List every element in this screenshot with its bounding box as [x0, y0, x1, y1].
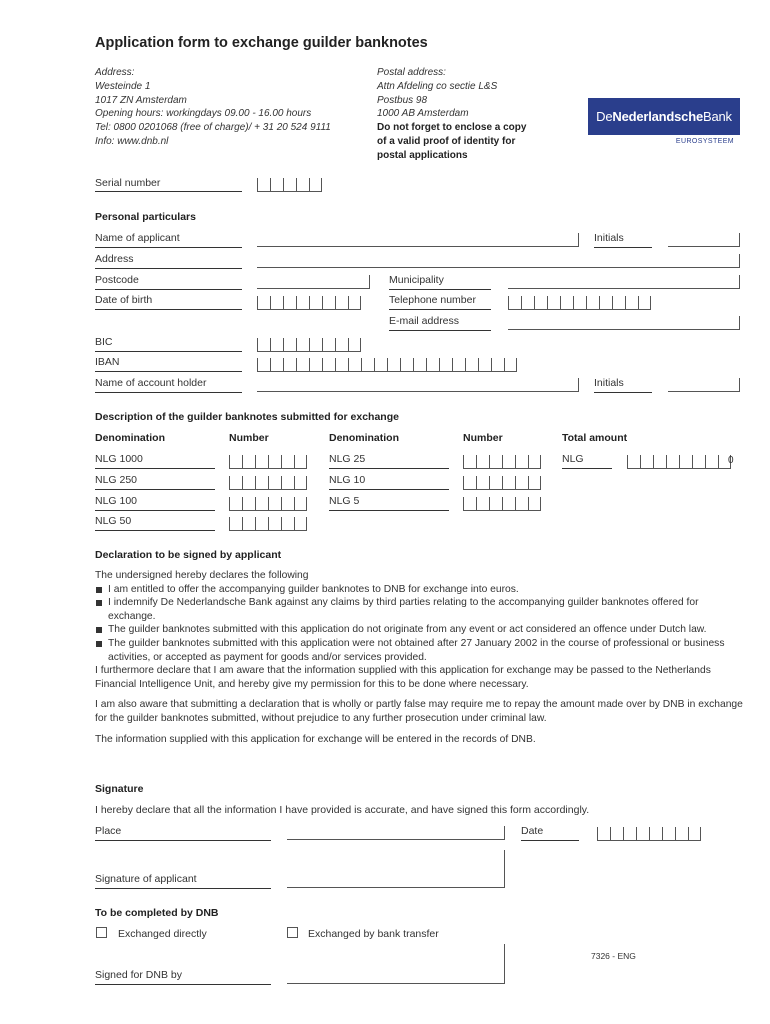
email-input[interactable]	[508, 316, 740, 330]
iban-label: IBAN	[95, 356, 120, 368]
divider	[95, 247, 242, 248]
signed-for-dnb-input[interactable]	[287, 944, 505, 984]
denomination-nlg-250: NLG 250	[95, 474, 138, 486]
total-amount-input[interactable]	[627, 455, 731, 469]
divider	[95, 351, 242, 352]
divider	[389, 309, 491, 310]
divider	[95, 309, 242, 310]
logo-text-nederlandsche: Nederlandsche	[612, 109, 703, 124]
denomination-nlg-50: NLG 50	[95, 515, 132, 527]
account-initials-input[interactable]	[668, 378, 740, 392]
divider	[95, 191, 242, 192]
address-line: Opening hours: workingdays 09.00 - 16.00 hours	[95, 108, 312, 120]
email-label: E-mail address	[389, 315, 460, 327]
date-of-birth-input[interactable]	[257, 296, 361, 310]
postal-address	[377, 66, 526, 163]
declaration-para: I furthermore declare that I am aware that the information supplied with this application for exchange may be passed to the Netherlands Financial Intelligence Unit, and hereby give my permission for this to be done where necessary.	[95, 665, 711, 690]
divider	[594, 392, 652, 393]
postal-notice: Do not forget to enclose a copy	[377, 122, 527, 134]
bic-label: BIC	[95, 336, 113, 348]
bic-input[interactable]	[257, 338, 361, 352]
divider	[95, 984, 271, 985]
divider	[95, 840, 271, 841]
divider	[389, 330, 491, 331]
name-of-applicant-label: Name of applicant	[95, 232, 180, 244]
number-nlg-5-input[interactable]	[463, 497, 541, 511]
divider	[562, 468, 612, 469]
declaration-heading: Declaration to be signed by applicant	[95, 549, 282, 561]
postal-line: 1000 AB Amsterdam	[377, 108, 469, 120]
banknotes-heading: Description of the guilder banknotes submitted for exchange	[95, 411, 399, 423]
address-label: Address	[95, 253, 134, 265]
declaration-list	[95, 583, 745, 665]
declaration-item: I indemnify De Nederlandsche Bank against any claims by third parties relating to the accompanying guilder banknotes offered for exchange.	[95, 596, 745, 623]
denomination-nlg-100: NLG 100	[95, 495, 138, 507]
telephone-label: Telephone number	[389, 294, 476, 306]
divider	[95, 289, 242, 290]
number-nlg-10-input[interactable]	[463, 476, 541, 490]
postal-notice: of a valid proof of identity for	[377, 135, 516, 147]
number-nlg-25-input[interactable]	[463, 455, 541, 469]
municipality-input[interactable]	[508, 275, 740, 289]
exchanged-directly-checkbox[interactable]	[96, 927, 107, 938]
logo-subtitle: EUROSYSTEEM	[675, 138, 734, 145]
declaration-intro: The undersigned hereby declares the following	[95, 570, 309, 581]
declaration-para: I am also aware that submitting a declaration that is wholly or partly false may require me to repay the amount made over by DNB in exchange for the guilder banknotes submitted, without prejudice to any further prosecution under criminal law.	[95, 699, 743, 724]
date-label: Date	[521, 825, 544, 837]
signed-for-dnb-label: Signed for DNB by	[95, 969, 182, 981]
total-currency-label: NLG	[562, 453, 584, 465]
col-total-amount: Total amount	[562, 432, 628, 444]
telephone-input[interactable]	[508, 296, 651, 310]
exchanged-transfer-checkbox[interactable]	[287, 927, 298, 938]
declaration-body	[95, 569, 745, 746]
denomination-nlg-25: NLG 25	[329, 453, 366, 465]
postcode-label: Postcode	[95, 274, 139, 286]
denomination-nlg-5: NLG 5	[329, 495, 360, 507]
account-holder-label: Name of account holder	[95, 377, 207, 389]
form-title: Application form to exchange guilder banknotes	[95, 35, 428, 51]
denomination-nlg-1000: NLG 1000	[95, 453, 143, 465]
name-of-applicant-input[interactable]	[257, 233, 579, 247]
visiting-address	[95, 66, 331, 149]
address-line: 1017 ZN Amsterdam	[95, 94, 187, 106]
initials-input[interactable]	[668, 233, 740, 247]
divider	[389, 289, 491, 290]
declaration-item: The guilder banknotes submitted with this application were not obtained after 27 January 2002 in the course of professional or business activities, or accepted as payment for goods and/or services provided.	[95, 637, 745, 664]
divider	[95, 392, 242, 393]
postal-notice: postal applications	[377, 149, 468, 161]
divider	[95, 268, 242, 269]
place-label: Place	[95, 825, 122, 837]
initials-label: Initials	[594, 232, 624, 244]
divider	[95, 468, 215, 469]
divider	[521, 840, 579, 841]
col-denomination-2: Denomination	[329, 432, 399, 444]
divider	[594, 247, 652, 248]
postal-line: Postbus 98	[377, 94, 428, 106]
address-input[interactable]	[257, 254, 740, 268]
declaration-para: The information supplied with this application for exchange will be entered in the records of DNB.	[95, 733, 536, 745]
signature-applicant-input[interactable]	[287, 850, 505, 888]
date-of-birth-label: Date of birth	[95, 294, 153, 306]
divider	[329, 468, 449, 469]
divider	[95, 510, 215, 511]
personal-heading: Personal particulars	[95, 211, 196, 223]
postal-line: Attn Afdeling co sectie L&S	[377, 80, 498, 92]
postal-line: Postal address:	[377, 67, 446, 78]
number-nlg-250-input[interactable]	[229, 476, 307, 490]
address-line: Westeinde 1	[95, 80, 151, 92]
number-nlg-100-input[interactable]	[229, 497, 307, 511]
exchanged-directly-label: Exchanged directly	[118, 928, 207, 940]
serial-number-label: Serial number	[95, 177, 161, 189]
exchanged-transfer-label: Exchanged by bank transfer	[308, 928, 439, 940]
divider	[95, 489, 215, 490]
logo-text-bank: Bank	[702, 109, 732, 124]
logo-text-de: De	[596, 109, 613, 124]
municipality-label: Municipality	[389, 274, 444, 286]
col-number: Number	[229, 432, 269, 444]
serial-number-input[interactable]	[257, 178, 322, 192]
divider	[329, 510, 449, 511]
initials-label: Initials	[594, 377, 624, 389]
form-code: 7326 - ENG	[591, 951, 636, 961]
divider	[95, 371, 242, 372]
col-number-2: Number	[463, 432, 503, 444]
signature-text: I hereby declare that all the information I have provided is accurate, and have signed this form accordingly.	[95, 804, 590, 816]
number-nlg-50-input[interactable]	[229, 517, 307, 531]
address-line: Info: www.dnb.nl	[95, 135, 169, 147]
place-input[interactable]	[287, 826, 505, 840]
col-denomination: Denomination	[95, 432, 165, 444]
address-line: Address:	[95, 67, 135, 78]
dnb-heading: To be completed by DNB	[95, 907, 219, 919]
address-line: Tel: 0800 0201068 (free of charge)/ + 31 20 524 9111	[95, 122, 331, 134]
signature-heading: Signature	[95, 783, 144, 795]
number-nlg-1000-input[interactable]	[229, 455, 307, 469]
denomination-nlg-10: NLG 10	[329, 474, 366, 486]
postcode-input[interactable]	[257, 275, 370, 289]
divider	[329, 489, 449, 490]
signature-of-applicant-label: Signature of applicant	[95, 873, 197, 885]
account-holder-input[interactable]	[257, 378, 579, 392]
declaration-item: The guilder banknotes submitted with this application do not originate from any event or act considered an offence under Dutch law.	[95, 623, 745, 637]
dnb-logo	[588, 98, 740, 135]
divider	[95, 888, 271, 889]
divider	[95, 530, 215, 531]
declaration-item: I am entitled to offer the accompanying guilder banknotes to DNB for exchange into euros.	[95, 583, 745, 597]
date-input[interactable]	[597, 827, 701, 841]
total-amount-value: 0	[728, 455, 734, 466]
iban-input[interactable]	[257, 358, 517, 372]
